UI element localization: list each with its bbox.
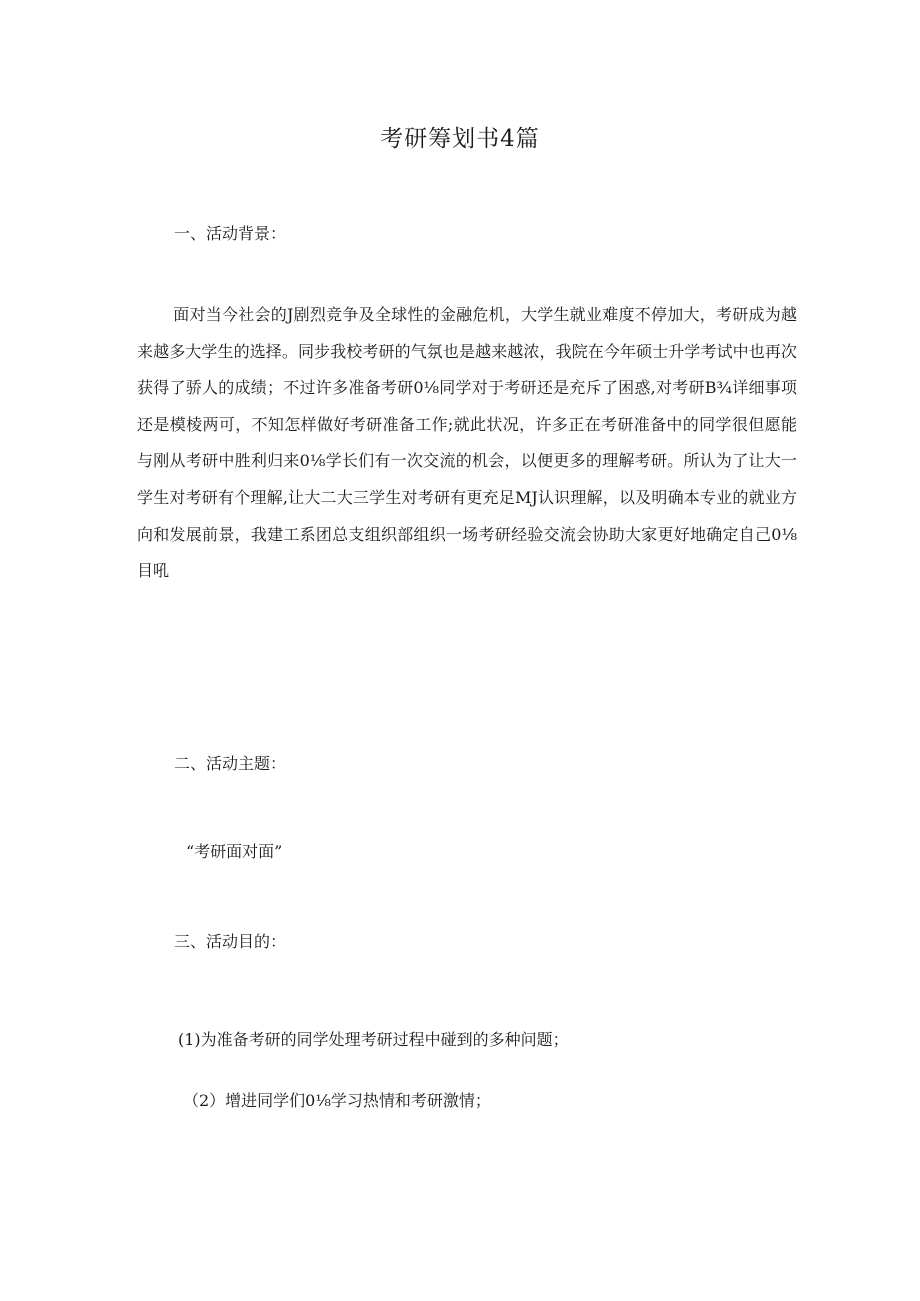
section-1-heading: 一、活动背景： — [174, 224, 287, 243]
goal-item-2: （2）增进同学们0⅛学习热情和考研激情； — [183, 1091, 491, 1110]
document-title: 考研筹划书4篇 — [380, 126, 540, 152]
activity-theme: “考研面对面” — [186, 842, 283, 861]
section-3-heading: 三、活动目的： — [174, 932, 287, 951]
section-1-paragraph-text: 面对当今社会的J剧烈竞争及全球性的金融危机，大学生就业难度不停加大，考研成为越来越多大学生的选择。同步我校考研的气氛也是越来越浓，我院在今年硕士升学考试中也再次获得了骄人的成绩；不过许多准备考研0⅛同学对于考研还是充斥了困惑,对考研B¾详细事项还是模棱两可，不知怎样做好考研准备工作;就此状况，许多正在考研准备中的同学很但愿能与刚从考研中胜利归来0⅛学长们有一次交流的机会，以便更多的理解考研。所认为了让大一学生对考研有个理解,让大二大三学生对考研有更充足MJ认识理解，以及明确本专业的就业方向和发展前景，我建工系团总支组织部组织一场考研经验交流会协助大家更好地确定自己0⅛目吼 — [137, 305, 797, 581]
goal-item-1: (1)为准备考研的同学处理考研过程中碰到的多种问题； — [178, 1030, 569, 1049]
section-2-heading: 二、活动主题： — [174, 754, 287, 773]
section-1-paragraph — [137, 297, 797, 590]
